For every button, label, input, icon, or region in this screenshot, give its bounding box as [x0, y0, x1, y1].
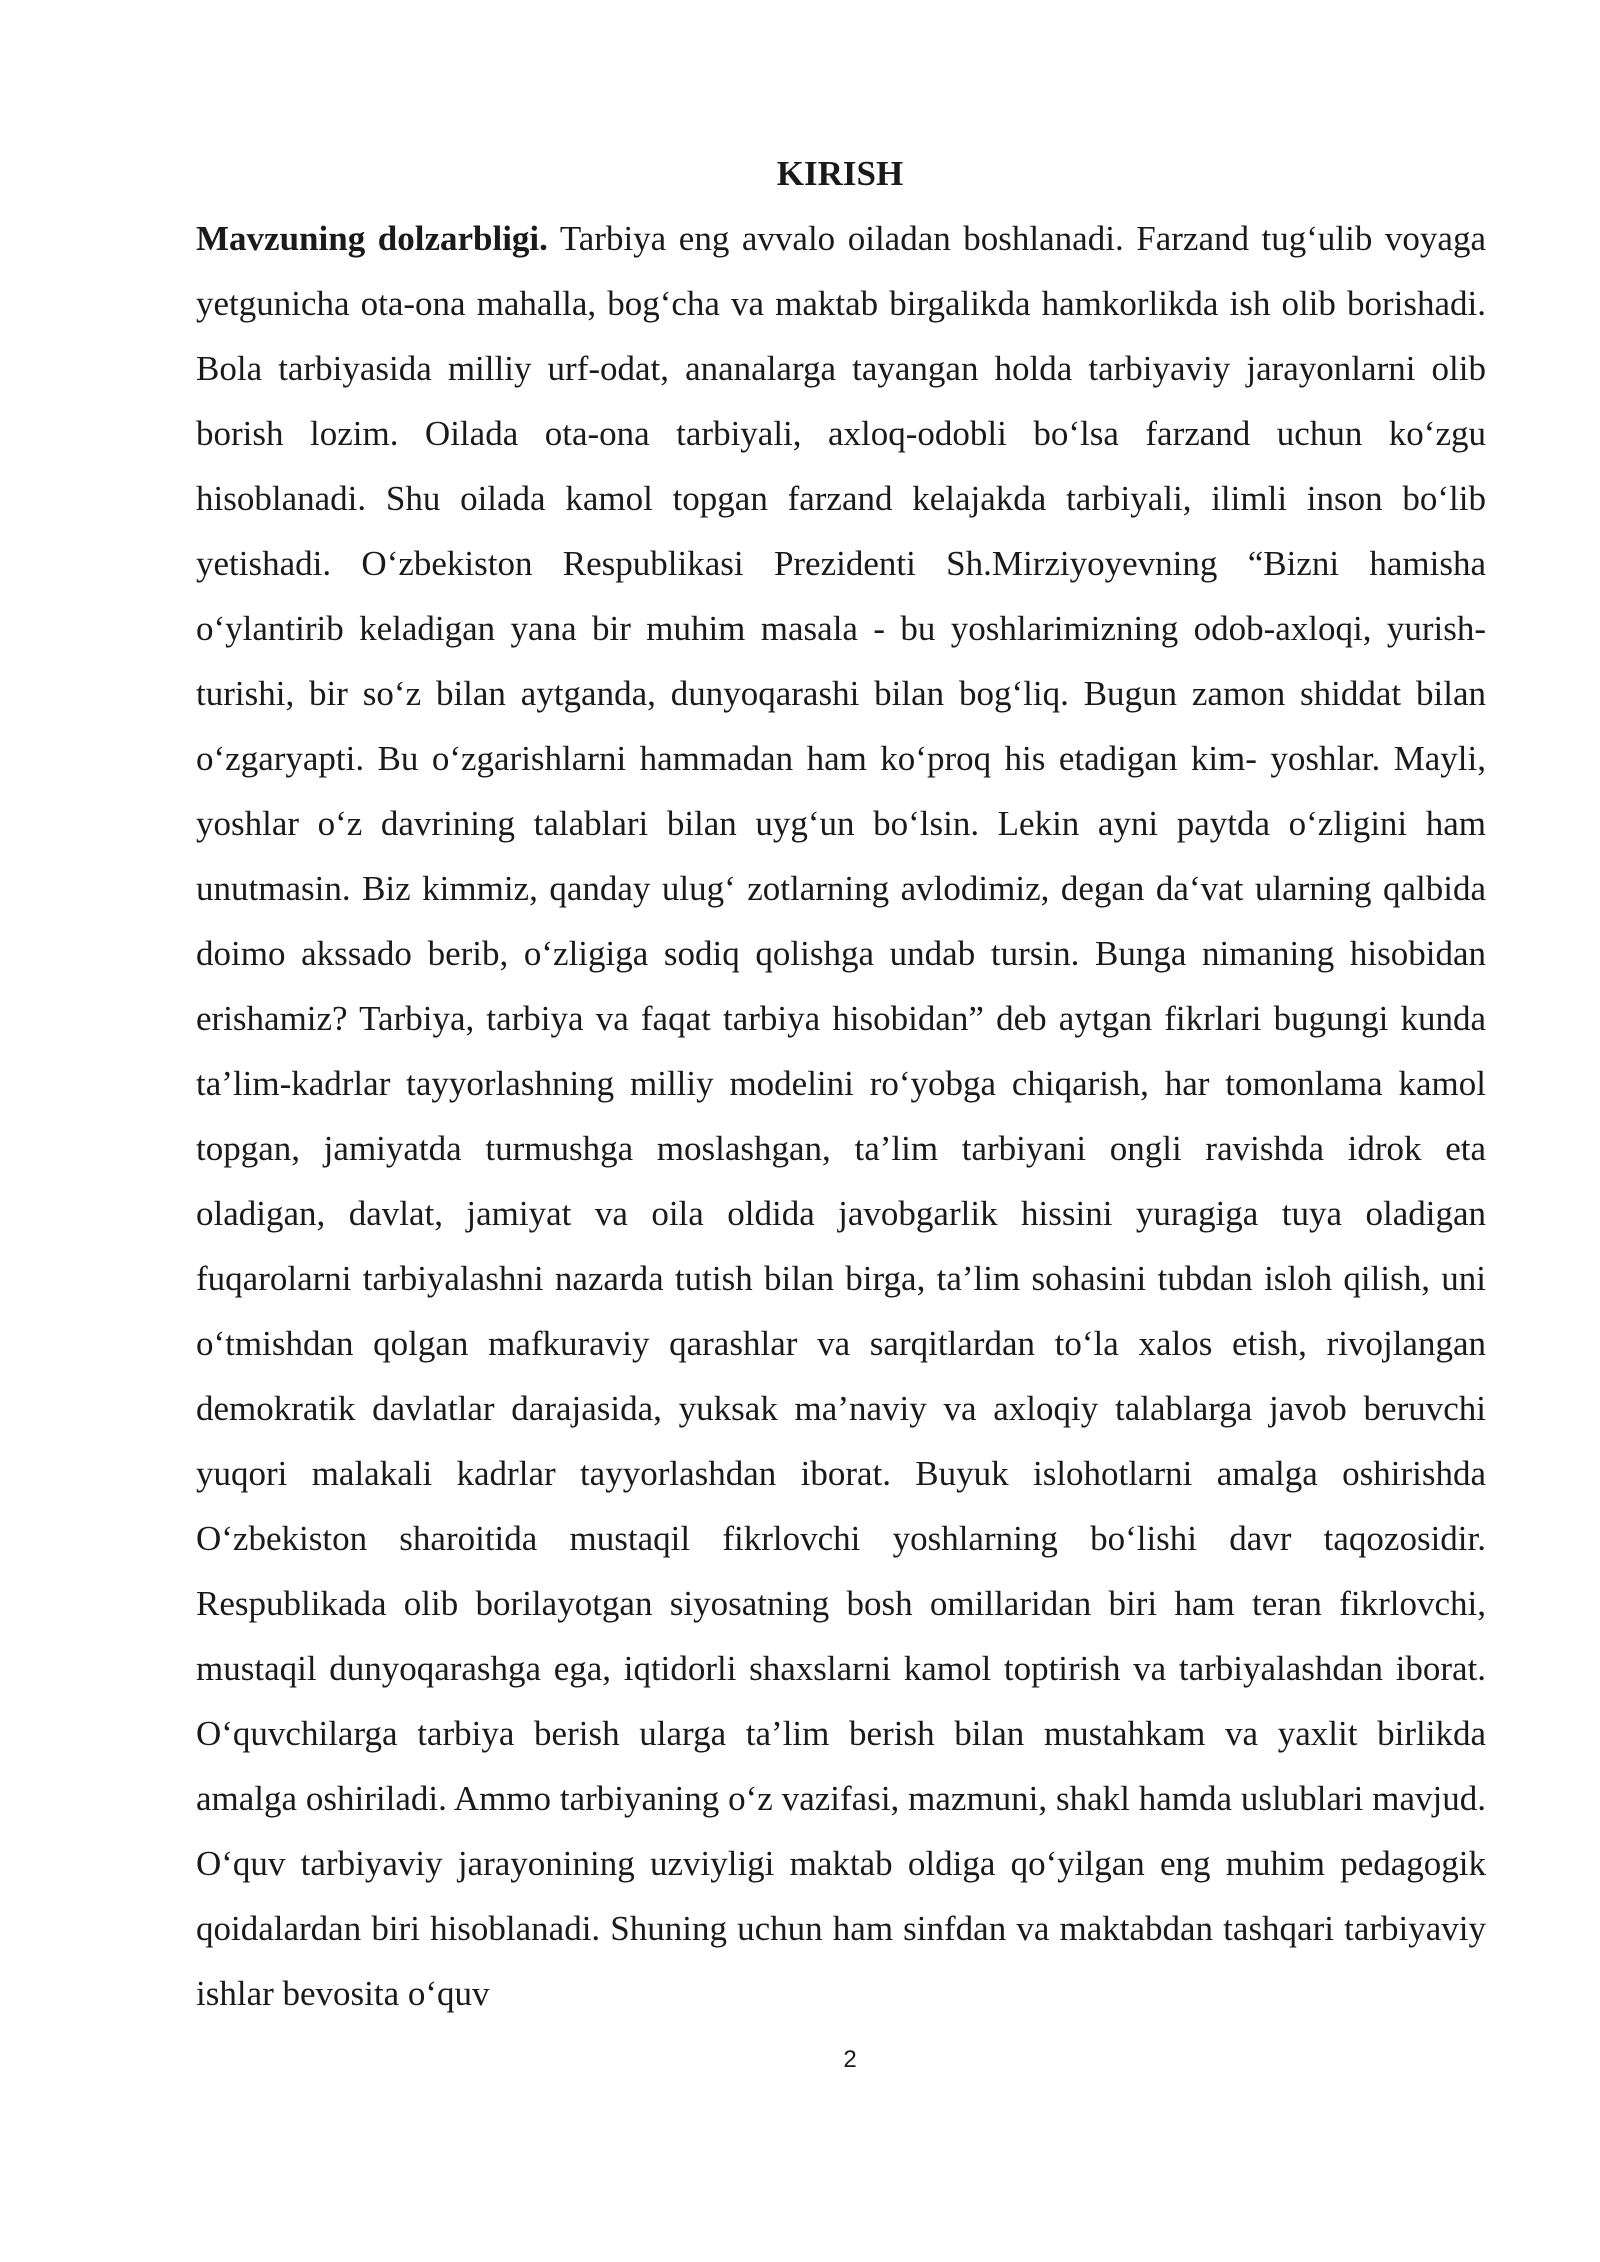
paragraph-lead: Mavzuning dolzarbligi.	[196, 219, 548, 258]
body-paragraph	[196, 206, 1486, 2026]
page-number: 2	[843, 2046, 857, 2073]
paragraph-text: Tarbiya eng avvalo oiladan boshlanadi. Farzand tug‘ulib voyaga yetgunicha ota-ona mahalla, bog‘cha va maktab birgalikda hamkorlikda ish olib borishadi. Bola tarbiyasida milliy urf-odat, ananalarga tayangan holda tarbiyaviy jarayonlarni olib borish lozim. Oilada ota-ona tarbiyali, axloq-odobli bo‘lsa farzand uchun ko‘zgu hisoblanadi. Shu oilada kamol topgan farzand kelajakda tarbiyali, ilimli inson bo‘lib yetishadi. O‘zbekiston Respublikasi Prezidenti Sh.Mirziyoyevning “Bizni hamisha o‘ylantirib keladigan yana bir muhim masala - bu yoshlarimizning odob-axloqi, yurish-turishi, bir so‘z bilan aytganda, dunyoqarashi bilan bog‘liq. Bugun zamon shiddat bilan o‘zgaryapti. Bu o‘zgarishlarni hammadan ham ko‘proq his etadigan kim- yoshlar. Mayli, yoshlar o‘z davrining talablari bilan uyg‘un bo‘lsin. Lekin ayni paytda o‘zligini ham unutmasin. Biz kimmiz, qanday ulug‘ zotlarning avlodimiz, degan da‘vat ularning qalbida doimo akssado berib, o‘zligiga sodiq qolishga undab tursin. Bunga nimaning hisobidan erishamiz? Tarbiya, tarbiya va faqat tarbiya hisobidan” deb aytgan fikrlari bugungi kunda ta’lim-kadrlar tayyorlashning milliy modelini ro‘yobga chiqarish, har tomonlama kamol topgan, jamiyatda turmushga moslashgan, ta’lim tarbiyani ongli ravishda idrok eta oladigan, davlat, jamiyat va oila oldida javobgarlik hissini yuragiga tuya oladigan fuqarolarni tarbiyalashni nazarda tutish bilan birga, ta’lim sohasini tubdan isloh qilish, uni o‘tmishdan qolgan mafkuraviy qarashlar va sarqitlardan to‘la xalos etish, rivojlangan demokratik davlatlar darajasida, yuksak ma’naviy va axloqiy talablarga javob beruvchi yuqori malakali kadrlar tayyorlashdan iborat. Buyuk islohotlarni amalga oshirishda O‘zbekiston sharoitida mustaqil fikrlovchi yoshlarning bo‘lishi davr taqozosidir. Respublikada olib borilayotgan siyosatning bosh omillaridan biri ham teran fikrlovchi, mustaqil dunyoqarashga ega, iqtidorli shaxslarni kamol toptirish va tarbiyalashdan iborat. O‘quvchilarga tarbiya berish ularga ta’lim berish bilan mustahkam va yaxlit birlikda amalga oshiriladi. Ammo tarbiyaning o‘z vazifasi, mazmuni, shakl hamda uslublari mavjud. O‘quv tarbiyaviy jarayonining uzviyligi maktab oldiga qo‘yilgan eng muhim pedagogik qoidalardan biri hisoblanadi. Shuning uchun ham sinfdan va maktabdan tashqari tarbiyaviy ishlar bevosita o‘quv	[196, 219, 1486, 2013]
page-heading: KIRISH	[776, 154, 904, 193]
